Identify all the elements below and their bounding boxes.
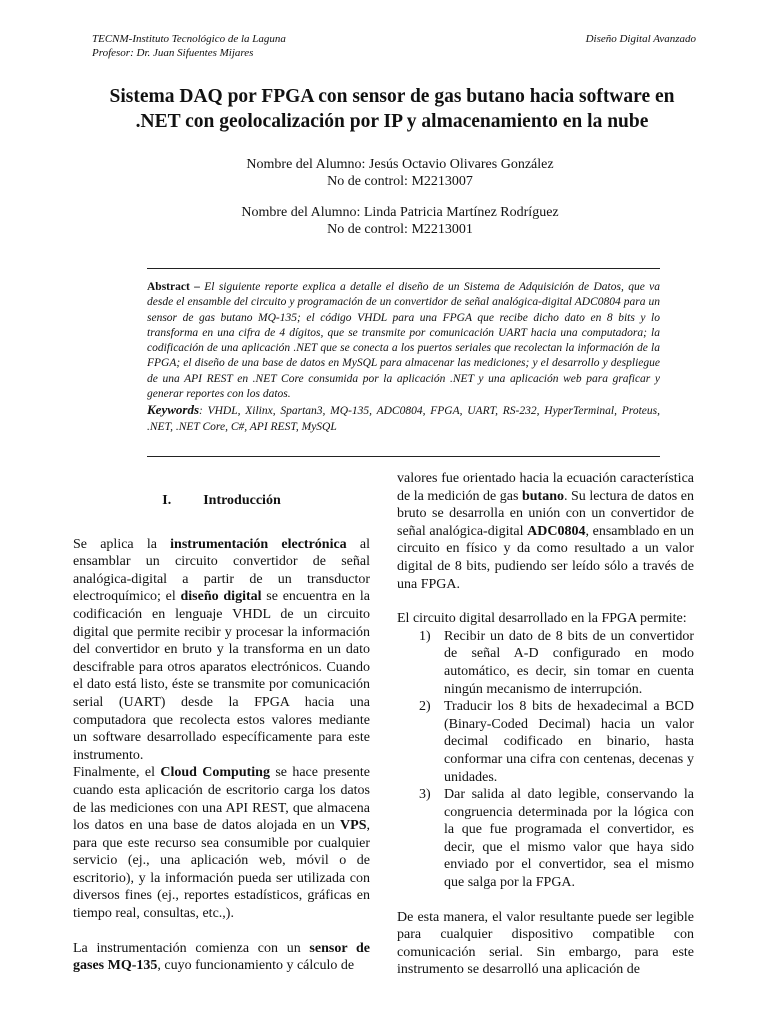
left-column	[73, 470, 370, 975]
keywords-label: Keywords	[147, 402, 199, 418]
author-control-2: No de control: M2213001	[327, 222, 473, 237]
list-item: 1) Recibir un dato de 8 bits de un convertidor de señal A-D configurado en modo automático, es decir, sin tomar en cuenta ningún mecanismo de interrupción.	[419, 628, 694, 697]
abstract-top-rule	[147, 268, 660, 269]
abstract-text: El siguiente reporte explica a detalle el diseño de un Sistema de Adquisición de Datos, que va desde el ensamble del circuito y programación de un convertidor de señal analógica-digital ADC0804 para un sensor de gas butano MQ-135; el código VHDL para una FPGA que recibe dicho dato en 8 bits y lo transforma en una cifra de 4 dígitos, que se transmite por comunicación UART hacia una computadora; la codificación de una aplicación .NET que se conecta a los puertos seriales que recolectan la información de la FPGA; el diseño de una base de datos en MySQL para almacenar las mediciones; y el desarrollo y despliegue de una API REST en .NET Core consumida por la aplicación .NET y una aplicación web para graficar y generar reportes con los datos.	[147, 281, 661, 401]
abstract-bottom-rule	[147, 456, 660, 457]
author-name-1: Nombre del Alumno: Jesús Octavio Olivares González	[246, 157, 554, 172]
author-block-2	[150, 204, 650, 238]
capabilities-list	[397, 628, 694, 892]
right-paragraph-1: valores fue orientado hacia la ecuación característica de la medición de gas butano. Su lectura de datos en bruto se desarrolla en unión con un convertidor de señal analógica-digital ADC0804, ensamblado en un circuito en físico y da como resultado a un valor digital de 8 bits, pudiendo ser leído sólo a través de una FPGA.	[397, 471, 694, 592]
title-line-1: Sistema DAQ por FPGA con sensor de gas butano hacia software en	[109, 86, 675, 107]
intro-paragraph-1: Se aplica la instrumentación electrónica al ensamblar un circuito convertidor de señal analógica-digital a partir de un transductor electroquímico; el diseño digital se encuentra en la codificación en lenguaje VHDL de un circuito digital que permite recibir y procesar la información del convertidor en bruto y la transforma en un dato descifrable para otros aparatos electrónicos. Cuando el dato está listo, éste se transmite por comunicación serial (UART) desde la FPGA hacia una computadora que recolecta estos valores mediante un software desarrollado específicamente para este instrumento.	[73, 536, 371, 763]
section-heading	[73, 492, 370, 510]
professor-text: Profesor: Dr. Juan Sifuentes Mijares	[92, 47, 254, 59]
section-number: I.	[162, 493, 172, 508]
keywords-text: : VHDL, Xilinx, Spartan3, MQ-135, ADC0804, FPGA, UART, RS-232, HyperTerminal, Proteus, .NET, .NET Core, C#, API REST, MySQL	[147, 405, 660, 433]
intro-paragraph-2: Finalmente, el Cloud Computing se hace presente cuando esta aplicación de escritorio carga los datos de las mediciones con una API REST, que almacena los datos en una base de datos alojada en un VPS, para que este recurso sea consumible por cualquier servicio (ej., una aplicación web, móvil o de escritorio), y la información pueda ser utilizada con diversos fines (ej., reportes estadísticos, gráficas en tiempo real, consultas, etc.,).	[73, 765, 370, 922]
abstract	[147, 280, 660, 435]
running-header-left	[92, 32, 286, 60]
list-item: 3) Dar salida al dato legible, conservando la congruencia determinada por la lógica con la que fue programada el convertidor, es decir, que el mismo valor que haya sido enviado por el convertidor, sea el mismo que salga por la FPGA.	[419, 787, 694, 891]
intro-paragraph-3: La instrumentación comienza con un sensor de gases MQ-135, cuyo funcionamiento y cálculo de	[73, 940, 370, 974]
right-paragraph-2: De esta manera, el valor resultante puede ser legible para cualquier dispositivo compatible con comunicación serial. Sin embargo, para este instrumento se desarrolló una aplicación de	[397, 909, 694, 978]
abstract-label: Abstract –	[147, 281, 200, 293]
paper-title	[80, 84, 704, 134]
course-text: Diseño Digital Avanzado	[585, 33, 696, 45]
author-control-1: No de control: M2213007	[327, 174, 473, 189]
list-item: 2) Traducir los 8 bits de hexadecimal a BCD (Binary-Coded Decimal) hacia un valor decimal codificado en binario, hasta conformar una cifra con centenas, decenas y unidades.	[419, 699, 694, 785]
institution-text: TECNM-Instituto Tecnológico de la Laguna	[92, 33, 286, 45]
list-intro: El circuito digital desarrollado en la FPGA permite:	[397, 611, 687, 627]
author-block-1	[150, 156, 650, 190]
right-column	[397, 470, 694, 979]
section-title: Introducción	[203, 493, 281, 508]
title-line-2: .NET con geolocalización por IP y almacenamiento en la nube	[135, 111, 649, 132]
author-name-2: Nombre del Alumno: Linda Patricia Martínez Rodríguez	[241, 205, 559, 220]
